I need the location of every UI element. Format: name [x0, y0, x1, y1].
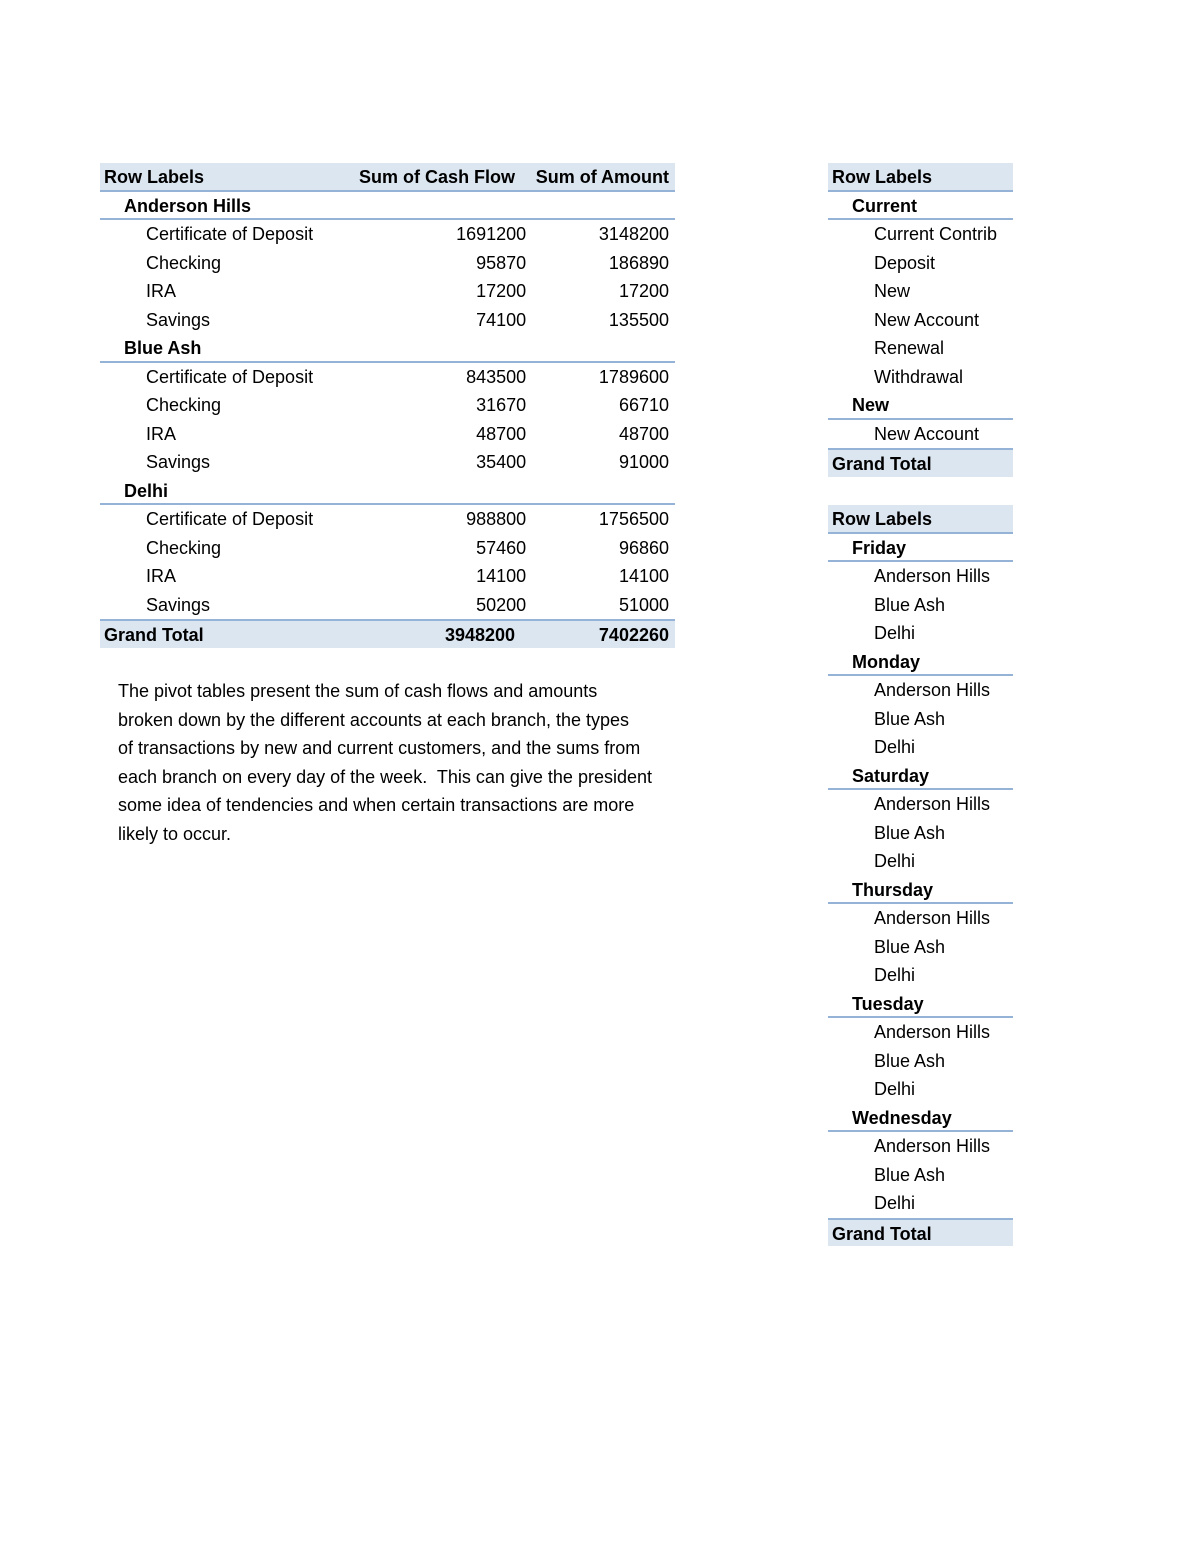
account-label: IRA — [146, 423, 177, 444]
grand-total-row[interactable] — [100, 619, 675, 648]
group-row[interactable] — [828, 1104, 1013, 1133]
item-label: Delhi — [874, 623, 916, 643]
group-row[interactable] — [828, 192, 1013, 221]
item-label: Renewal — [874, 338, 945, 358]
item-label: Blue Ash — [874, 822, 946, 843]
cash-flow-value: 14100 — [476, 566, 527, 586]
list-item[interactable] — [828, 1047, 1013, 1076]
account-label: Certificate of Deposit — [146, 224, 314, 244]
account-label: Certificate of Deposit — [146, 366, 314, 387]
table-row[interactable] — [100, 420, 675, 449]
grand-total-amount: 7402260 — [598, 625, 669, 645]
group-label: Thursday — [852, 879, 934, 900]
list-item[interactable] — [828, 847, 1013, 876]
item-label: Withdrawal — [874, 366, 964, 387]
list-item[interactable] — [828, 363, 1013, 392]
item-label: Blue Ash — [874, 594, 946, 615]
group-label: Delhi — [124, 480, 169, 501]
pivot-table-days-by-branch — [828, 505, 1013, 1246]
cash-flow-value: 57460 — [476, 537, 527, 558]
list-item[interactable] — [828, 420, 1013, 449]
item-label: Anderson Hills — [874, 794, 991, 814]
table-row[interactable] — [100, 505, 675, 534]
account-label: IRA — [146, 566, 177, 586]
item-label: Blue Ash — [874, 708, 946, 729]
item-label: Deposit — [874, 252, 936, 273]
table-row[interactable] — [100, 591, 675, 620]
list-item[interactable] — [828, 562, 1013, 591]
cash-flow-value: 50200 — [476, 594, 527, 615]
group-row[interactable] — [828, 876, 1013, 905]
grand-total-row[interactable] — [828, 1218, 1013, 1247]
note-line: some idea of tendencies and when certain transactions are more — [118, 795, 635, 816]
grand-total-cash-flow: 3948200 — [444, 625, 516, 645]
account-label: Certificate of Deposit — [146, 509, 314, 529]
item-label: Blue Ash — [874, 936, 946, 957]
item-label: Delhi — [874, 1079, 916, 1099]
table-row[interactable] — [100, 277, 675, 306]
pivot1-header-row — [100, 163, 675, 192]
row-labels-header[interactable]: Row Labels — [832, 509, 933, 529]
list-item[interactable] — [828, 220, 1013, 249]
note-line: each branch on every day of the week. This can give the president — [118, 766, 652, 787]
group-row[interactable] — [828, 534, 1013, 563]
list-item[interactable] — [828, 619, 1013, 648]
description-text — [118, 677, 718, 849]
row-labels-header[interactable]: Row Labels — [104, 167, 205, 187]
cash-flow-value: 843500 — [466, 366, 527, 387]
amount-value: 135500 — [608, 309, 669, 330]
account-label: Savings — [146, 594, 211, 615]
row-labels-header[interactable]: Row Labels — [832, 167, 933, 187]
cash-flow-value: 48700 — [476, 423, 527, 444]
table-row[interactable] — [100, 448, 675, 477]
list-item[interactable] — [828, 1075, 1013, 1104]
item-label: Anderson Hills — [874, 1022, 991, 1042]
amount-value: 17200 — [618, 281, 669, 301]
note-line: likely to occur. — [118, 823, 232, 844]
pivot2-header-row — [828, 163, 1013, 192]
group-label: Current — [852, 195, 918, 216]
table-row[interactable] — [100, 306, 675, 335]
list-item[interactable] — [828, 705, 1013, 734]
item-label: Delhi — [874, 965, 916, 985]
item-label: Anderson Hills — [874, 566, 991, 586]
amount-value: 51000 — [618, 594, 669, 615]
amount-value: 1756500 — [598, 509, 669, 529]
list-item[interactable] — [828, 733, 1013, 762]
note-line: The pivot tables present the sum of cash flows and amounts — [118, 681, 598, 701]
item-label: New Account — [874, 423, 980, 444]
list-item[interactable] — [828, 1161, 1013, 1190]
grand-total-row[interactable] — [828, 448, 1013, 477]
grand-total-label: Grand Total — [832, 1223, 932, 1244]
amount-value: 3148200 — [598, 224, 669, 244]
group-label: New — [852, 395, 890, 415]
group-row[interactable] — [828, 391, 1013, 420]
sum-of-amount-header[interactable]: Sum of Amount — [535, 167, 669, 187]
account-label: Savings — [146, 452, 211, 472]
item-label: Current Contrib — [874, 224, 998, 244]
list-item[interactable] — [828, 591, 1013, 620]
item-label: Blue Ash — [874, 1050, 946, 1071]
group-label: Wednesday — [852, 1107, 952, 1128]
group-label: Monday — [852, 651, 921, 672]
list-item[interactable] — [828, 676, 1013, 705]
group-label: Tuesday — [852, 993, 924, 1014]
grand-total-label: Grand Total — [832, 454, 932, 474]
cash-flow-value: 988800 — [466, 509, 527, 529]
list-item[interactable] — [828, 790, 1013, 819]
note-line: of transactions by new and current customers, and the sums from — [118, 738, 641, 759]
amount-value: 96860 — [618, 537, 669, 558]
list-item[interactable] — [828, 904, 1013, 933]
sum-of-cash-flow-header[interactable]: Sum of Cash Flow — [359, 167, 516, 187]
item-label: Delhi — [874, 851, 916, 871]
list-item[interactable] — [828, 1189, 1013, 1218]
table-row[interactable] — [100, 562, 675, 591]
cash-flow-value: 17200 — [476, 281, 527, 301]
list-item[interactable] — [828, 961, 1013, 990]
item-label: Blue Ash — [874, 1164, 946, 1185]
group-row[interactable] — [828, 990, 1013, 1019]
account-label: Savings — [146, 309, 211, 330]
table-row[interactable] — [100, 363, 675, 392]
group-row[interactable] — [100, 334, 675, 363]
group-label: Anderson Hills — [124, 195, 252, 216]
cash-flow-value: 1691200 — [456, 224, 527, 244]
pivot3-header-row — [828, 505, 1013, 534]
account-label: Checking — [146, 252, 222, 273]
amount-value: 91000 — [618, 452, 669, 472]
amount-value: 14100 — [618, 566, 669, 586]
list-item[interactable] — [828, 933, 1013, 962]
item-label: New — [874, 281, 911, 301]
item-label: Anderson Hills — [874, 908, 991, 928]
table-row[interactable] — [100, 220, 675, 249]
account-label: IRA — [146, 281, 177, 301]
group-label: Friday — [852, 537, 907, 558]
cash-flow-value: 35400 — [476, 452, 527, 472]
pivot-table-transaction-types — [828, 163, 1013, 477]
item-label: Delhi — [874, 737, 916, 757]
table-row[interactable] — [100, 249, 675, 278]
group-row[interactable] — [100, 477, 675, 506]
list-item[interactable] — [828, 249, 1013, 278]
item-label: Anderson Hills — [874, 680, 991, 700]
list-item[interactable] — [828, 277, 1013, 306]
group-row[interactable] — [828, 762, 1013, 791]
group-row[interactable] — [100, 192, 675, 221]
amount-value: 1789600 — [598, 366, 669, 387]
list-item[interactable] — [828, 334, 1013, 363]
cash-flow-value: 74100 — [476, 309, 527, 330]
group-label: Blue Ash — [124, 338, 202, 358]
note-line: broken down by the different accounts at each branch, the types — [118, 709, 629, 730]
pivot-table-accounts-by-branch — [100, 163, 675, 648]
grand-total-label: Grand Total — [104, 625, 204, 645]
cash-flow-value: 31670 — [476, 395, 527, 415]
account-label: Checking — [146, 537, 222, 558]
list-item[interactable] — [828, 306, 1013, 335]
item-label: New Account — [874, 309, 980, 330]
group-label: Saturday — [852, 765, 930, 786]
item-label: Anderson Hills — [874, 1136, 991, 1156]
group-row[interactable] — [828, 648, 1013, 677]
item-label: Delhi — [874, 1193, 916, 1213]
account-label: Checking — [146, 395, 222, 415]
table-row[interactable] — [100, 534, 675, 563]
amount-value: 186890 — [608, 252, 669, 273]
cash-flow-value: 95870 — [476, 252, 527, 273]
amount-value: 48700 — [618, 423, 669, 444]
list-item[interactable] — [828, 1018, 1013, 1047]
list-item[interactable] — [828, 1132, 1013, 1161]
table-row[interactable] — [100, 391, 675, 420]
amount-value: 66710 — [618, 395, 669, 415]
list-item[interactable] — [828, 819, 1013, 848]
